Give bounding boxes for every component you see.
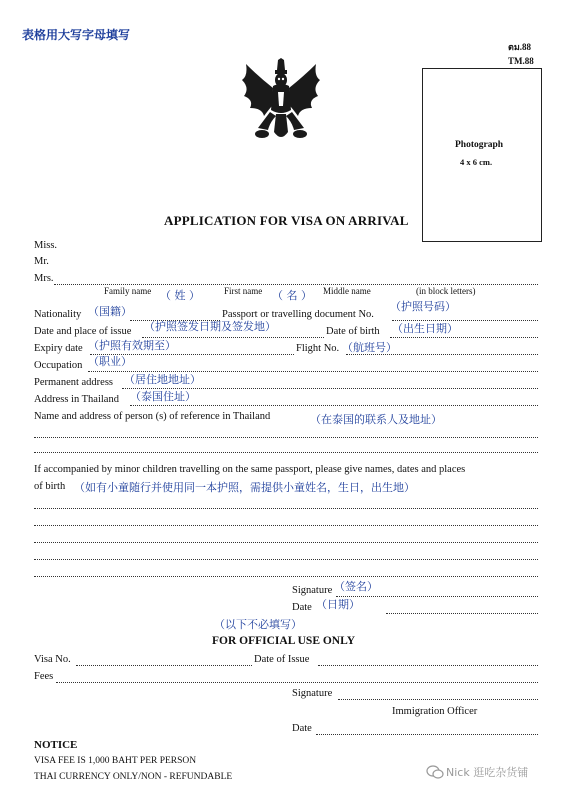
reference-line-1[interactable] [34,437,538,438]
first-name-label: First name [224,286,263,296]
children-line-1[interactable] [34,508,538,509]
passport-cn: （护照号码） [390,300,456,313]
dob-label: Date of birth [326,326,380,337]
thai-address-field[interactable] [130,405,538,406]
watermark-text: Nick 逛吃杂货铺 [446,766,529,779]
first-name-cn: （ 名 ） [272,289,312,302]
permanent-address-label: Permanent address [34,377,114,388]
children-line-4[interactable] [34,559,538,560]
date-of-issue-label: Date of Issue [254,654,310,665]
visa-no-field[interactable] [76,665,252,666]
form-code: TM.88 [508,56,534,66]
dob-cn: （出生日期） [392,322,458,335]
notice-fee: VISA FEE IS 1,000 BAHT PER PERSON [34,756,197,766]
signature-label: Signature [292,585,333,596]
date-place-issue-label: Date and place of issue [34,326,132,337]
photo-size: 4 x 6 cm. [460,157,493,167]
block-letters-note: (in block letters) [416,286,476,296]
fees-field[interactable] [56,682,538,683]
immigration-officer-label: Immigration Officer [392,706,478,717]
middle-name-label: Middle name [323,286,371,296]
reference-label: Name and address of person (s) of reference in Thailand [34,411,271,422]
garuda-emblem-icon [240,58,322,146]
salutation-mrs[interactable]: Mrs. [34,273,54,284]
date-label: Date [292,602,312,613]
nationality-label: Nationality [34,309,82,320]
dob-field[interactable] [390,337,538,338]
children-line-2[interactable] [34,525,538,526]
flight-field[interactable] [346,354,538,355]
official-heading: FOR OFFICIAL USE ONLY [212,635,356,647]
instruction-note: 表格用大写字母填写 [22,28,131,42]
visa-no-label: Visa No. [34,654,71,665]
children-instruction: If accompanied by minor children travelling on the same passport, please give names, dates and places [34,464,466,475]
photo-label: Photograph [455,140,504,150]
children-cn: （如有小童随行并使用同一本护照，需提供小童姓名，生日，出生地） [74,481,415,494]
fees-label: Fees [34,671,54,682]
name-line[interactable] [54,284,538,285]
expiry-date-cn: （护照有效期至） [88,339,176,352]
permanent-address-cn: （居住地地址） [124,373,201,386]
signature-cn: （签名） [334,580,378,593]
date-of-issue-field[interactable] [318,665,538,666]
salutation-mr[interactable]: Mr. [34,256,49,267]
page-title: APPLICATION FOR VISA ON ARRIVAL [164,213,409,228]
occupation-label: Occupation [34,360,83,371]
reference-line-2[interactable] [34,452,538,453]
family-name-label: Family name [104,286,152,296]
official-date-label: Date [292,723,312,734]
reference-cn: （在泰国的联系人及地址） [310,413,442,426]
signature-field[interactable] [336,596,538,597]
notice-heading: NOTICE [34,739,78,751]
wechat-icon [426,764,444,780]
nationality-cn: （国籍） [88,305,132,318]
photo-box[interactable] [422,68,542,242]
flight-cn: （航班号） [342,341,397,354]
skip-note: （以下不必填写） [214,618,302,631]
form-code-thai: ตม.88 [508,42,532,52]
family-name-cn: （ 姓 ） [160,289,200,302]
children-instruction-2: of birth [34,481,66,492]
thai-address-cn: （泰国住址） [130,390,196,403]
flight-label: Flight No. [296,343,340,354]
notice-currency: THAI CURRENCY ONLY/NON - REFUNDABLE [34,772,233,782]
passport-label: Passport or travelling document No. [222,309,374,320]
date-field[interactable] [386,613,538,614]
occupation-cn: （职业） [88,355,132,368]
salutation-miss[interactable]: Miss. [34,240,58,251]
official-signature-field[interactable] [338,699,538,700]
date-cn: （日期） [316,598,360,611]
expiry-date-label: Expiry date [34,343,83,354]
official-date-field[interactable] [316,734,538,735]
children-line-3[interactable] [34,542,538,543]
official-signature-label: Signature [292,688,333,699]
children-line-5[interactable] [34,576,538,577]
thai-address-label: Address in Thailand [34,394,119,405]
date-place-issue-cn: （护照签发日期及签发地） [144,320,276,333]
